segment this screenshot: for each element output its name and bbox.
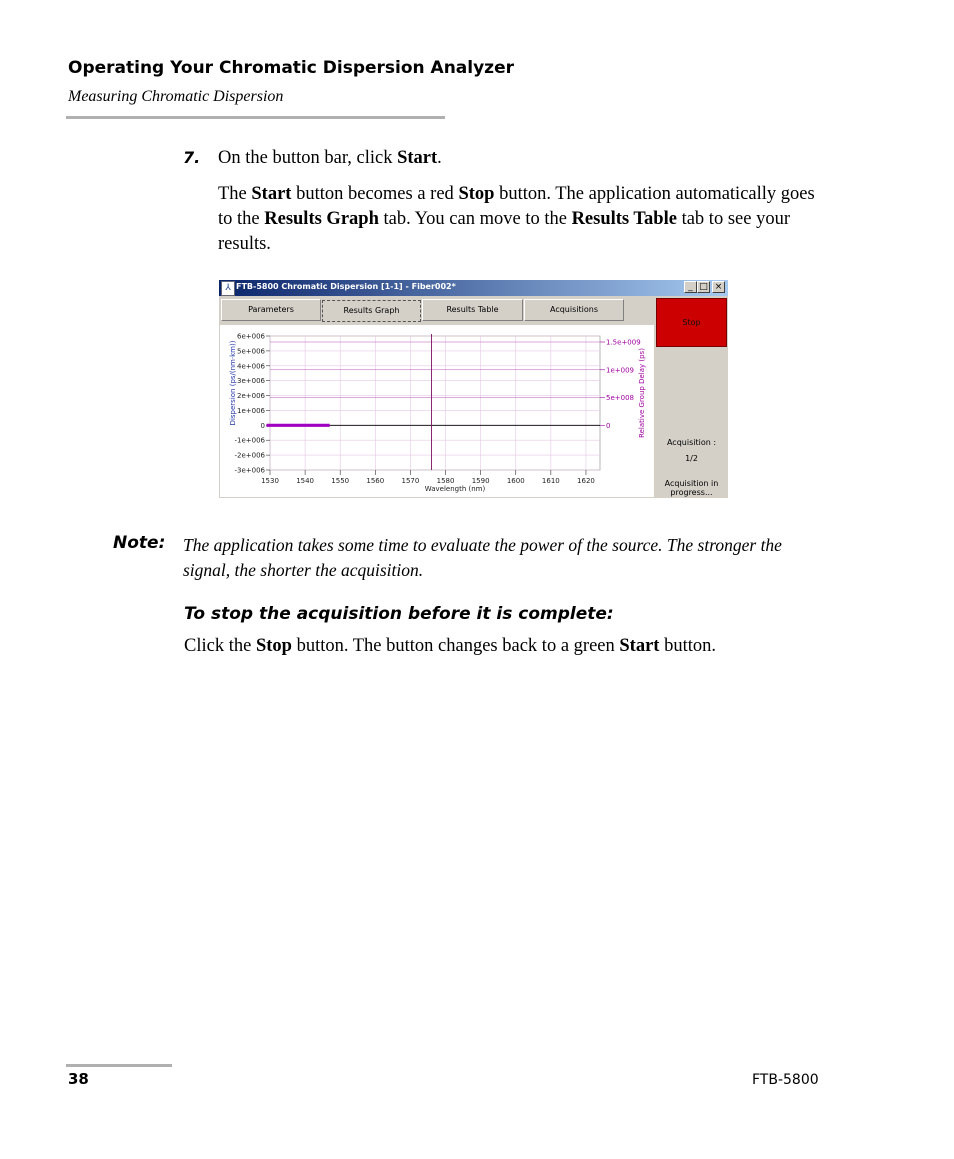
plot-frame [270,336,600,470]
step-text: tab. You can move to the [378,209,572,229]
step-text: button becomes a red [291,184,459,204]
acquisition-value: 1/2 [685,454,698,463]
window-titlebar[interactable] [219,280,728,296]
stop-term: Stop [255,636,292,656]
y-axis-label: Dispersion (ps/(nm·km)) [229,340,237,426]
step-text: . [437,148,442,168]
tab-acquisitions[interactable]: Acquisitions [524,299,624,321]
page-header-subtitle: Measuring Chromatic Dispersion [68,88,284,105]
x-tick-label: 1540 [296,477,315,485]
y-tick-label: 6e+006 [237,332,265,341]
procedure-text [184,634,716,659]
proc-text: button. The button changes back to a green [291,636,620,656]
y2-tick-label: 0 [606,421,611,430]
x-tick-label: 1580 [436,477,455,485]
product-name: FTB-5800 [752,1072,819,1088]
stop-button[interactable]: Stop [656,298,727,347]
x-tick-label: 1550 [331,477,350,485]
y-tick-label: 1e+006 [237,406,265,415]
tab-parameters[interactable]: Parameters [221,299,321,321]
maximize-button[interactable]: □ [697,281,710,293]
results-graph [220,325,654,497]
y-tick-label: 4e+006 [237,362,265,371]
step-instruction [218,146,442,171]
dispersion-chart [220,325,654,497]
x-tick-label: 1590 [471,477,490,485]
page-header-title: Operating Your Chromatic Dispersion Analyzer [68,58,514,78]
page-number: 38 [68,1070,89,1088]
window-title: FTB-5800 Chromatic Dispersion [1-1] - Fiber002* [236,282,456,291]
step-text: The [218,184,252,204]
step-number: 7. [183,148,201,167]
y2-tick-label: 1e+009 [606,366,634,375]
y-tick-label: 3e+006 [237,377,265,386]
acquisition-label: Acquisition : [666,438,717,447]
y-tick-label: -3e+006 [234,466,265,475]
results-table-term: Results Table [571,209,677,229]
note-label: Note: [113,533,166,553]
y-tick-label: -2e+006 [234,451,265,460]
start-term: Start [619,636,660,656]
x-tick-label: 1530 [261,477,279,485]
y2-tick-label: 1.5e+009 [606,338,641,347]
step-text: On the button bar, click [218,148,398,168]
x-tick-label: 1610 [541,477,560,485]
y-tick-label: 2e+006 [237,392,265,401]
y2-tick-label: 5e+008 [606,394,634,403]
step-text: button. The application automatically goes to the [218,184,815,229]
app-logo-icon: ⅄ [221,281,235,296]
x-tick-label: 1570 [401,477,420,485]
acquisition-status: Acquisition in progress... [664,479,719,497]
y-tick-label: -1e+006 [234,436,265,445]
start-term: Start [251,184,292,204]
tab-results-graph[interactable]: Results Graph [322,300,421,322]
minimize-button[interactable]: _ [684,281,697,293]
y2-axis-label: Relative Group Delay (ps) [638,348,646,438]
x-tick-label: 1620 [577,477,595,485]
proc-text: button. [659,636,716,656]
close-button[interactable]: × [712,281,725,293]
header-rule [66,116,445,119]
x-tick-label: 1560 [366,477,385,485]
stop-term: Stop [458,184,495,204]
step-start-term: Start [397,148,438,168]
y-tick-label: 5e+006 [237,347,265,356]
procedure-title: To stop the acquisition before it is complete: [184,604,614,624]
app-window [219,280,728,498]
results-graph-term: Results Graph [264,209,379,229]
x-tick-label: 1600 [506,477,525,485]
x-axis-label: Wavelength (nm) [424,485,486,493]
y-tick-label: 0 [260,421,265,430]
tab-results-table[interactable]: Results Table [422,299,523,321]
step-text: tab to see your results. [218,209,790,254]
note-text: The application takes some time to evaluate the power of the source. The stronger the signal, the shorter the acquisition. [183,535,782,580]
step-explanation [218,182,818,257]
proc-text: Click the [184,636,256,656]
footer-rule [66,1064,172,1067]
